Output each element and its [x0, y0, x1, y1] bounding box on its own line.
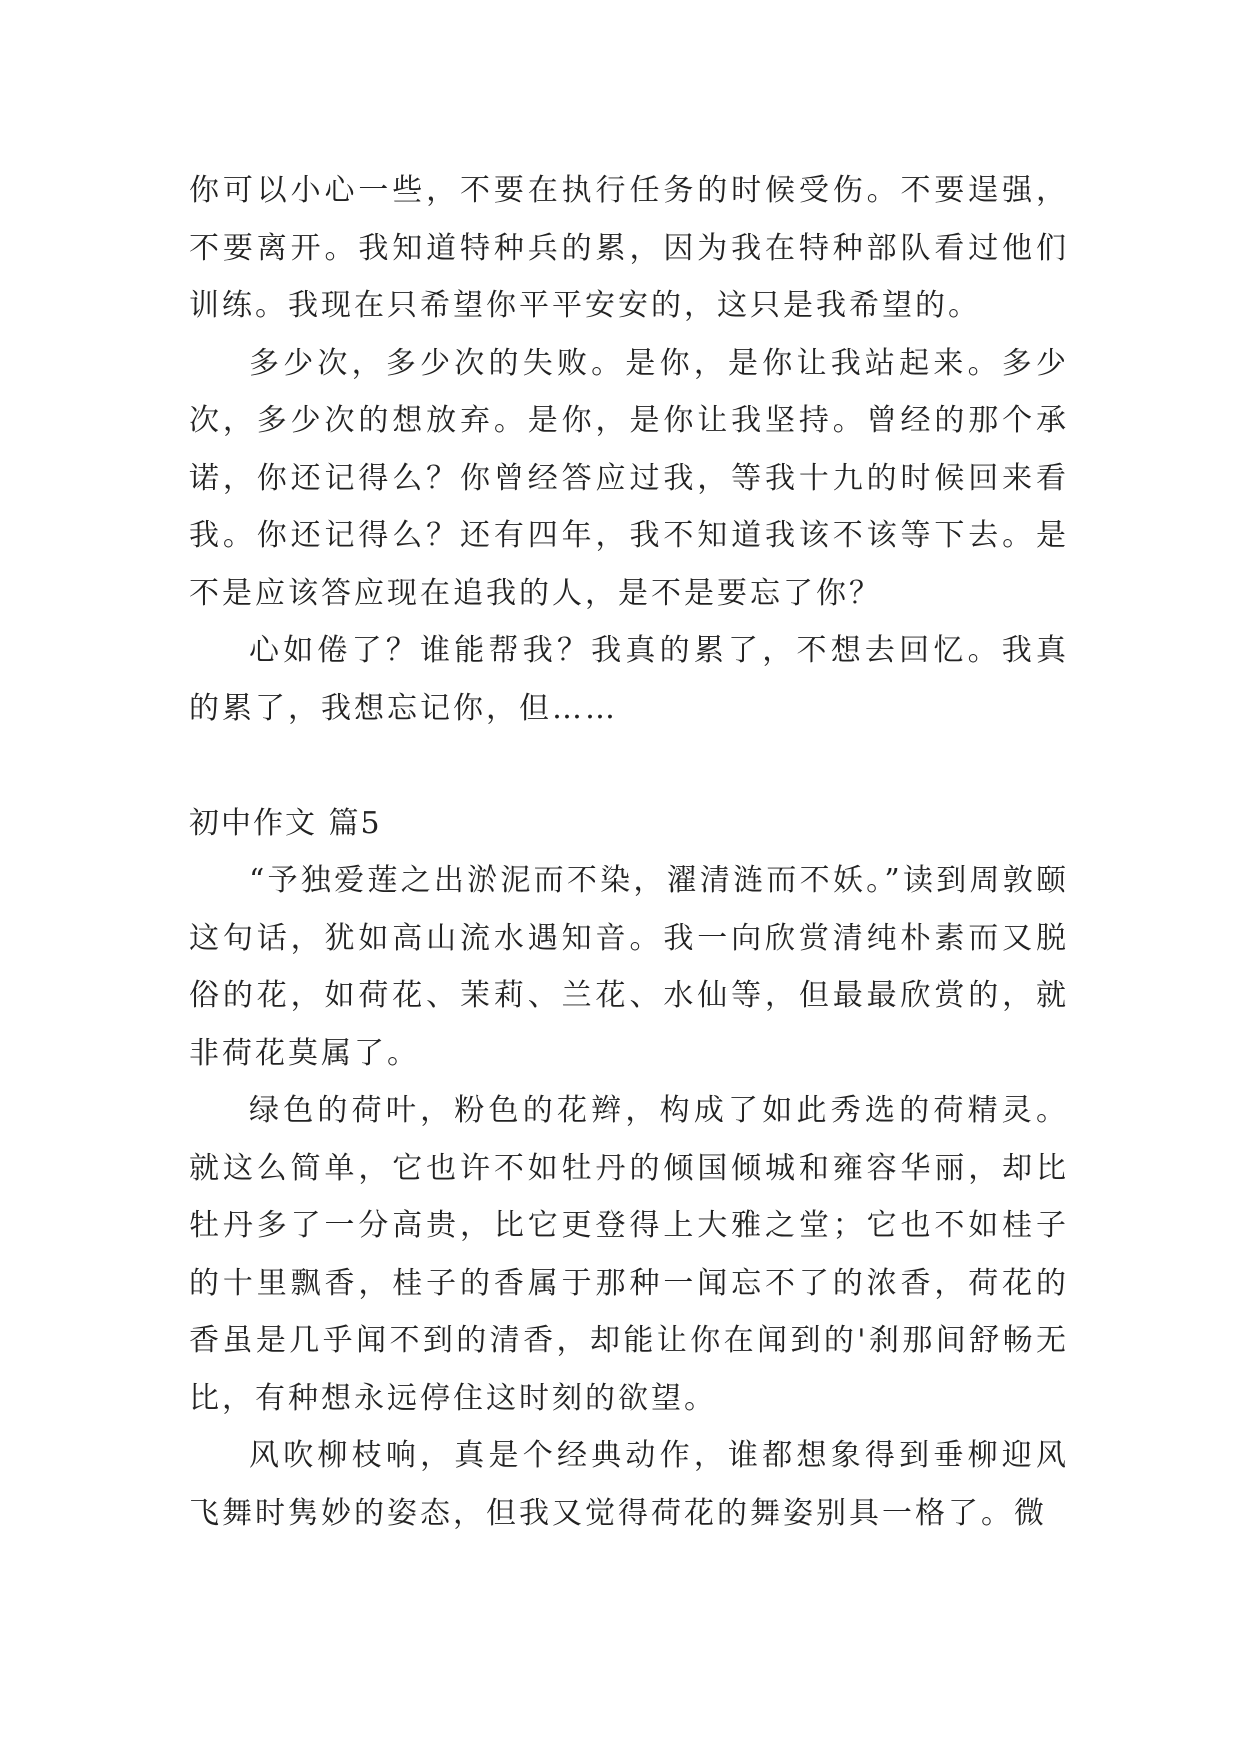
document-body [189, 162, 1069, 1542]
paragraph-continuation: 你可以小心一些，不要在执行任务的时候受伤。不要逞强，不要离开。我知道特种兵的累，因为我在特种部队看过他们训练。我现在只希望你平平安安的，这只是我希望的。 [189, 173, 1069, 323]
section-title: 初中作文 篇5 [189, 805, 382, 841]
paragraph: 多少次，多少次的失败。是你，是你让我站起来。多少次，多少次的想放弃。是你，是你让我坚持。曾经的那个承诺，你还记得么？你曾经答应过我，等我十九的时候回来看我。你还记得么？还有四年，我不知道我该不该等下去。是不是应该答应现在追我的人，是不是要忘了你？ [189, 345, 1069, 611]
paragraph: 风吹柳枝响，真是个经典动作，谁都想象得到垂柳迎风飞舞时隽妙的姿态，但我又觉得荷花的舞姿别具一格了。微 [189, 1438, 1069, 1531]
paragraph: 心如倦了？谁能帮我？我真的累了，不想去回忆。我真的累了，我想忘记你，但…… [189, 633, 1069, 726]
paragraph: “予独爱莲之出淤泥而不染，濯清涟而不妖。”读到周敦颐这句话，犹如高山流水遇知音。我一向欣赏清纯朴素而又脱俗的花，如荷花、茉莉、兰花、水仙等，但最最欣赏的，就非荷花莫属了。 [189, 863, 1069, 1071]
paragraph: 绿色的荷叶，粉色的花辫，构成了如此秀选的荷精灵。就这么简单，它也许不如牡丹的倾国倾城和雍容华丽，却比牡丹多了一分高贵，比它更登得上大雅之堂；它也不如桂子的十里飘香，桂子的香属于那种一闻忘不了的浓香，荷花的香虽是几乎闻不到的清香，却能让你在闻到的'刹那间舒畅无比，有种想永远停住这时刻的欲望。 [189, 1093, 1069, 1416]
